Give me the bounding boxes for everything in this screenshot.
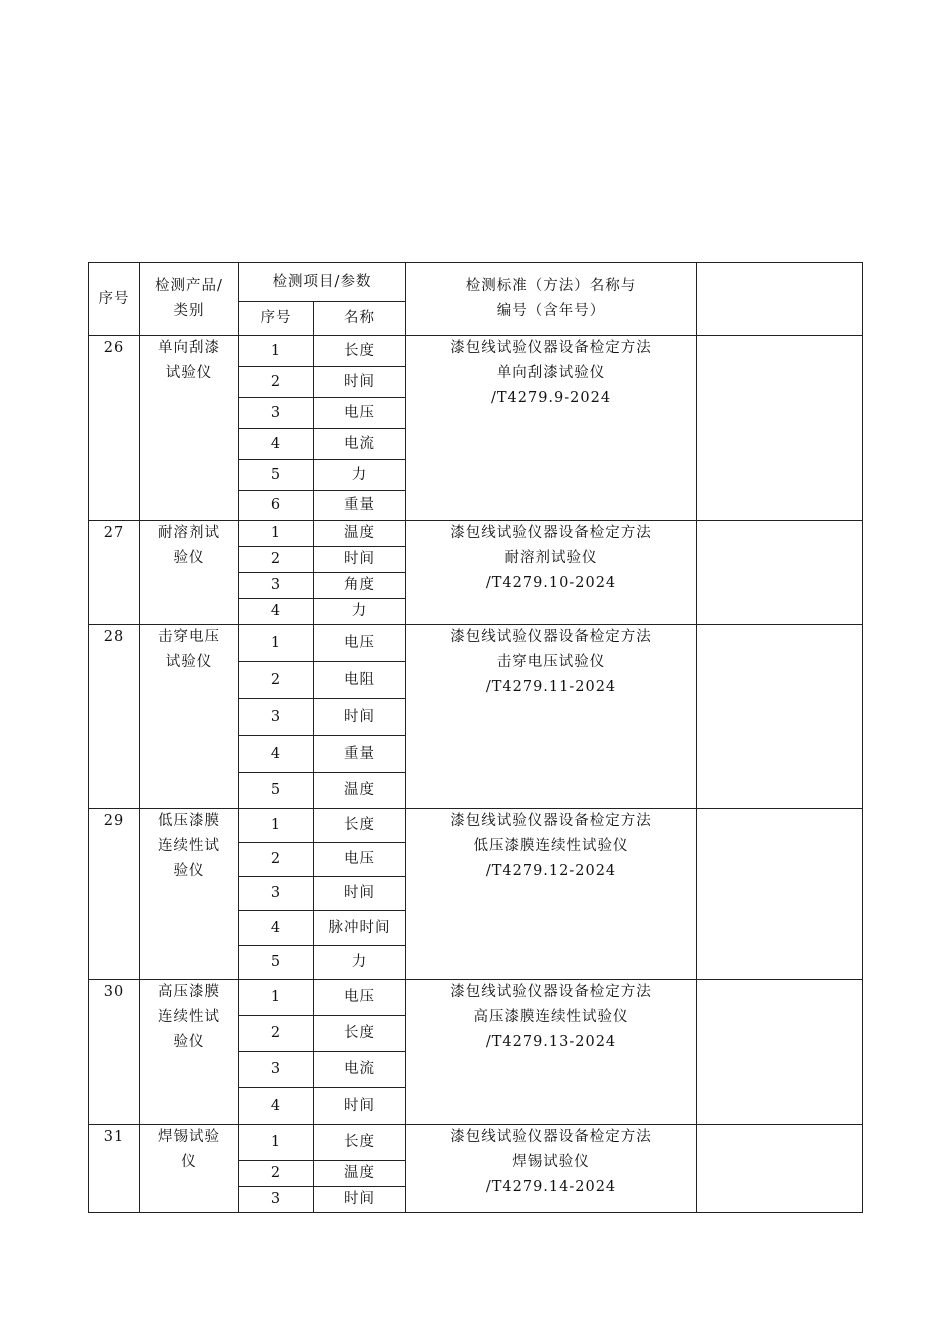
row-product	[140, 980, 239, 1125]
standard-line: 耐溶剂试验仪	[504, 550, 598, 566]
product-line: 试验仪	[165, 654, 213, 670]
item-name: 温度	[314, 773, 406, 809]
item-name: 长度	[314, 809, 406, 843]
row-product	[140, 336, 239, 521]
item-name: 力	[314, 599, 406, 625]
item-name: 力	[314, 460, 406, 491]
table-row	[89, 521, 863, 547]
item-name: 电压	[314, 398, 406, 429]
standard-line: 漆包线试验仪器设备检定方法	[450, 340, 652, 356]
standard-line: 漆包线试验仪器设备检定方法	[450, 525, 652, 541]
item-seq: 3	[239, 877, 314, 911]
standard-line: /T4279.10-2024	[485, 575, 617, 591]
item-seq: 6	[239, 491, 314, 521]
item-seq: 1	[239, 521, 314, 547]
item-seq: 1	[239, 1125, 314, 1161]
row-extra	[697, 521, 863, 625]
item-name: 脉冲时间	[314, 911, 406, 946]
standard-line: /T4279.13-2024	[485, 1034, 617, 1050]
header-extra	[697, 263, 863, 336]
row-product	[140, 521, 239, 625]
product-line: 低压漆膜	[158, 813, 220, 829]
row-seq: 26	[89, 336, 140, 521]
row-extra	[697, 625, 863, 809]
table-row	[89, 980, 863, 1016]
item-name: 时间	[314, 547, 406, 573]
row-extra	[697, 809, 863, 980]
item-name: 时间	[314, 1187, 406, 1213]
item-name: 时间	[314, 1088, 406, 1125]
item-seq: 3	[239, 1052, 314, 1088]
item-name: 重量	[314, 491, 406, 521]
row-seq: 27	[89, 521, 140, 625]
standard-line: /T4279.14-2024	[485, 1179, 617, 1195]
item-seq: 2	[239, 367, 314, 398]
standard-line: 漆包线试验仪器设备检定方法	[450, 984, 652, 1000]
item-seq: 3	[239, 1187, 314, 1213]
header-product-line2: 类别	[173, 303, 205, 319]
item-name: 时间	[314, 367, 406, 398]
item-name: 温度	[314, 521, 406, 547]
table-row	[89, 1125, 863, 1161]
standard-line: /T4279.12-2024	[485, 863, 617, 879]
row-standard	[406, 809, 697, 980]
row-extra	[697, 1125, 863, 1213]
item-name: 长度	[314, 1125, 406, 1161]
item-name: 温度	[314, 1161, 406, 1187]
standard-line: 漆包线试验仪器设备检定方法	[450, 1129, 652, 1145]
item-seq: 4	[239, 736, 314, 773]
row-product	[140, 809, 239, 980]
header-product-line1: 检测产品/	[155, 278, 223, 294]
header-seq: 序号	[89, 263, 140, 336]
table-row	[89, 809, 863, 843]
item-name: 电流	[314, 429, 406, 460]
row-seq: 30	[89, 980, 140, 1125]
header-standard-line1: 检测标准（方法）名称与	[465, 278, 637, 294]
item-name: 长度	[314, 1016, 406, 1052]
item-seq: 4	[239, 429, 314, 460]
item-seq: 3	[239, 699, 314, 736]
row-standard	[406, 1125, 697, 1213]
item-seq: 1	[239, 625, 314, 662]
item-seq: 1	[239, 336, 314, 367]
item-name: 角度	[314, 573, 406, 599]
row-product	[140, 625, 239, 809]
product-line: 验仪	[173, 1034, 205, 1050]
standard-line: 高压漆膜连续性试验仪	[473, 1009, 629, 1025]
item-seq: 1	[239, 980, 314, 1016]
row-seq: 29	[89, 809, 140, 980]
product-line: 验仪	[173, 550, 205, 566]
item-seq: 2	[239, 1016, 314, 1052]
item-seq: 1	[239, 809, 314, 843]
standard-line: 漆包线试验仪器设备检定方法	[450, 629, 652, 645]
standard-line: 单向刮漆试验仪	[496, 365, 606, 381]
product-line: 连续性试	[158, 838, 220, 854]
row-standard	[406, 336, 697, 521]
product-line: 验仪	[173, 863, 205, 879]
calibration-table	[88, 262, 863, 1213]
product-line: 单向刮漆	[158, 340, 220, 356]
product-line: 击穿电压	[158, 629, 220, 645]
item-seq: 4	[239, 1088, 314, 1125]
item-name: 力	[314, 946, 406, 980]
item-seq: 2	[239, 843, 314, 877]
row-extra	[697, 980, 863, 1125]
standard-line: 低压漆膜连续性试验仪	[473, 838, 629, 854]
item-name: 电压	[314, 625, 406, 662]
row-product	[140, 1125, 239, 1213]
item-seq: 3	[239, 573, 314, 599]
row-extra	[697, 336, 863, 521]
row-standard	[406, 521, 697, 625]
header-standard-line2: 编号（含年号）	[496, 303, 606, 319]
header-items: 检测项目/参数	[239, 263, 406, 302]
row-seq: 28	[89, 625, 140, 809]
item-seq: 2	[239, 662, 314, 699]
item-name: 电阻	[314, 662, 406, 699]
item-name: 电压	[314, 843, 406, 877]
item-name: 电流	[314, 1052, 406, 1088]
header-product	[140, 263, 239, 336]
table-row	[89, 336, 863, 367]
row-seq: 31	[89, 1125, 140, 1213]
standard-line: /T4279.9-2024	[490, 390, 612, 406]
item-seq: 5	[239, 946, 314, 980]
product-line: 仪	[181, 1154, 197, 1170]
product-line: 试验仪	[165, 365, 213, 381]
item-seq: 5	[239, 773, 314, 809]
item-seq: 3	[239, 398, 314, 429]
row-standard	[406, 625, 697, 809]
header-standard	[406, 263, 697, 336]
item-name: 长度	[314, 336, 406, 367]
item-seq: 5	[239, 460, 314, 491]
item-name: 时间	[314, 699, 406, 736]
row-standard	[406, 980, 697, 1125]
product-line: 焊锡试验	[158, 1129, 220, 1145]
item-name: 电压	[314, 980, 406, 1016]
item-seq: 4	[239, 911, 314, 946]
standard-line: 焊锡试验仪	[512, 1154, 590, 1170]
product-line: 耐溶剂试	[158, 525, 220, 541]
standard-line: 击穿电压试验仪	[496, 654, 606, 670]
product-line: 连续性试	[158, 1009, 220, 1025]
header-item-seq: 序号	[239, 302, 314, 336]
standard-line: /T4279.11-2024	[485, 679, 617, 695]
standard-line: 漆包线试验仪器设备检定方法	[450, 813, 652, 829]
item-seq: 2	[239, 1161, 314, 1187]
item-name: 时间	[314, 877, 406, 911]
item-seq: 4	[239, 599, 314, 625]
header-item-name: 名称	[314, 302, 406, 336]
item-name: 重量	[314, 736, 406, 773]
table-row	[89, 625, 863, 662]
item-seq: 2	[239, 547, 314, 573]
product-line: 高压漆膜	[158, 984, 220, 1000]
